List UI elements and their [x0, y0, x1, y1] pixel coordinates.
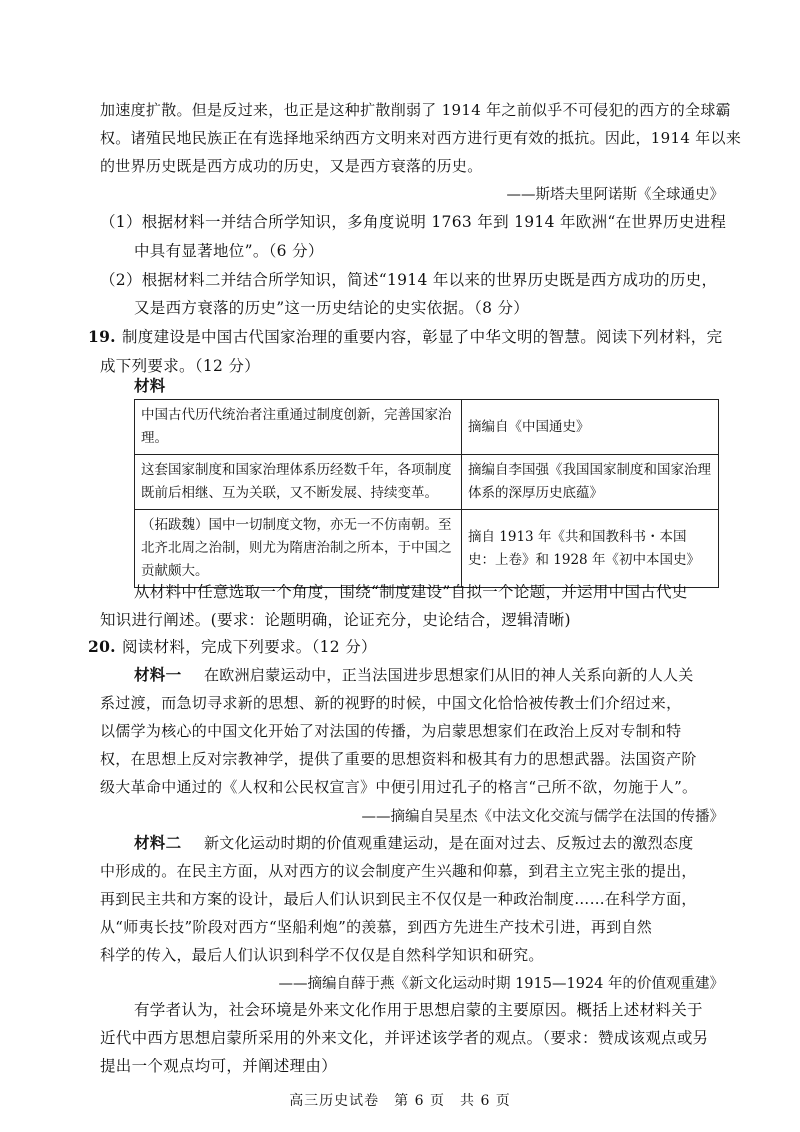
q20-material1-line-4: 权，在思想上反对宗教神学，提供了重要的思想资料和极其有力的思想武器。法国资产阶: [100, 750, 697, 768]
q20-material2-line-3: 再到民主共和方案的设计，最后人们认识到民主不仅仅是一种政治制度……在科学方面，: [100, 890, 697, 908]
table-cell-content: （拓跋魏）国中一切制度文物，亦无一不仿南朝。至北齐北周之治制，则尤为隋唐治制之所本，于中国之贡献颇大。: [135, 510, 462, 588]
page-footer: 高三历史试卷 第 6 页 共 6 页: [289, 1093, 511, 1109]
q20-number: 20.: [88, 637, 116, 656]
table-cell-source: 摘自 1913 年《共和国教科书・本国史：上卷》和 1928 年《初中本国史》: [462, 510, 719, 588]
q19-stem-line-2: 成下列要求。（12 分）: [100, 357, 261, 375]
top-text-attribution: ——斯塔夫里阿诺斯《全球通史》: [506, 187, 724, 203]
q20-material2-line-2: 中形成的。在民主方面，从对西方的议会制度产生兴趣和仰慕，到君主立宪主张的提出，: [100, 862, 697, 880]
q18-sub1-line-2: 中具有显著地位”。（6 分）: [134, 242, 324, 260]
table-cell-source: 摘编自李国强《我国国家制度和国家治理体系的深厚历史底蕴》: [462, 455, 719, 510]
top-text-line-3: 的世界历史既是西方成功的历史，又是西方衰落的历史。: [100, 157, 483, 175]
table-row: [135, 455, 719, 510]
table-cell-source: 摘编自《中国通史》: [462, 400, 719, 455]
q18-sub2-line-1: （2）根据材料二并结合所学知识，简述“1914 年以来的世界历史既是西方成功的历史，: [100, 271, 718, 289]
q18-sub2-line-2: 又是西方衰落的历史”这一历史结论的史实依据。（8 分）: [134, 299, 530, 317]
q19-task-line-1: 从材料中任意选取一个角度，围绕“制度建设”自拟一个论题，并运用中国古代史: [134, 583, 688, 601]
q19-material-table: [134, 399, 719, 588]
table-cell-content: 中国古代历代统治者注重通过制度创新，完善国家治理。: [135, 400, 462, 455]
q20-task-line-2: 近代中西方思想启蒙所采用的外来文化，并评述该学者的观点。（要求：赞成该观点或另: [100, 1029, 709, 1047]
q20-material1-attribution: ——摘编自吴星杰《中法文化交流与儒学在法国的传播》: [361, 809, 724, 825]
table-row: [135, 400, 719, 455]
q20-stem: 阅读材料，完成下列要求。（12 分）: [122, 638, 377, 656]
q20-task-line-3: 提出一个观点均可，并阐述理由）: [100, 1057, 338, 1075]
q20-material1-line-2: 系过渡，而急切寻求新的思想、新的视野的时候，中国文化恰恰被传教士们介绍过来，: [100, 694, 682, 712]
q19-number: 19.: [88, 327, 116, 346]
q18-sub1-line-1: （1）根据材料一并结合所学知识，多角度说明 1763 年到 1914 年欧洲“在世界历史进程: [100, 213, 727, 231]
q19-stem-line-1: 制度建设是中国古代国家治理的重要内容，彰显了中华文明的智慧。阅读下列材料，完: [122, 328, 723, 346]
q20-material2-line-5: 科学的传入，最后人们认识到科学不仅仅是自然科学知识和研究。: [100, 946, 544, 964]
q20-material1-label: 材料一: [134, 665, 182, 684]
top-text-line-2: 权。诸殖民地民族正在有选择地采纳西方文明来对西方进行更有效的抵抗。因此，1914 年以来: [100, 129, 742, 147]
q19-task-line-2: 知识进行阐述。(要求：论题明确，论证充分，史论结合，逻辑清晰): [100, 611, 571, 629]
top-text-line-1: 加速度扩散。但是反过来，也正是这种扩散削弱了 1914 年之前似乎不可侵犯的西方的全球霸: [100, 101, 731, 119]
q20-task-line-1: 有学者认为，社会环境是外来文化作用于思想启蒙的主要原因。概括上述材料关于: [134, 1001, 703, 1019]
table-cell-content: 这套国家制度和国家治理体系历经数千年，各项制度既前后相继、互为关联，又不断发展、持续变革。: [135, 455, 462, 510]
q20-material2-label: 材料二: [134, 833, 182, 852]
q20-material2-line-4: 从“师夷长技”阶段对西方“坚船利炮”的羡慕，到西方先进生产技术引进，再到自然: [100, 918, 653, 936]
q20-material1-line-5: 级大革命中通过的《人权和公民权宣言》中便引用过孔子的格言“己所不欲，勿施于人”。: [100, 778, 698, 796]
q20-material2-line-1: 新文化运动时期的价值观重建运动，是在面对过去、反叛过去的激烈态度: [204, 834, 694, 852]
q20-material1-line-3: 以儒学为核心的中国文化开始了对法国的传播，为启蒙思想家们在政治上反对专制和特: [100, 722, 682, 740]
q20-material2-attribution: ——摘编自薛于燕《新文化运动时期 1915—1924 年的价值观重建》: [278, 976, 724, 992]
table-row: [135, 510, 719, 588]
q19-material-label: 材料: [134, 376, 166, 395]
q20-material1-line-1: 在欧洲启蒙运动中，正当法国进步思想家们从旧的神人关系向新的人人关: [204, 666, 694, 684]
